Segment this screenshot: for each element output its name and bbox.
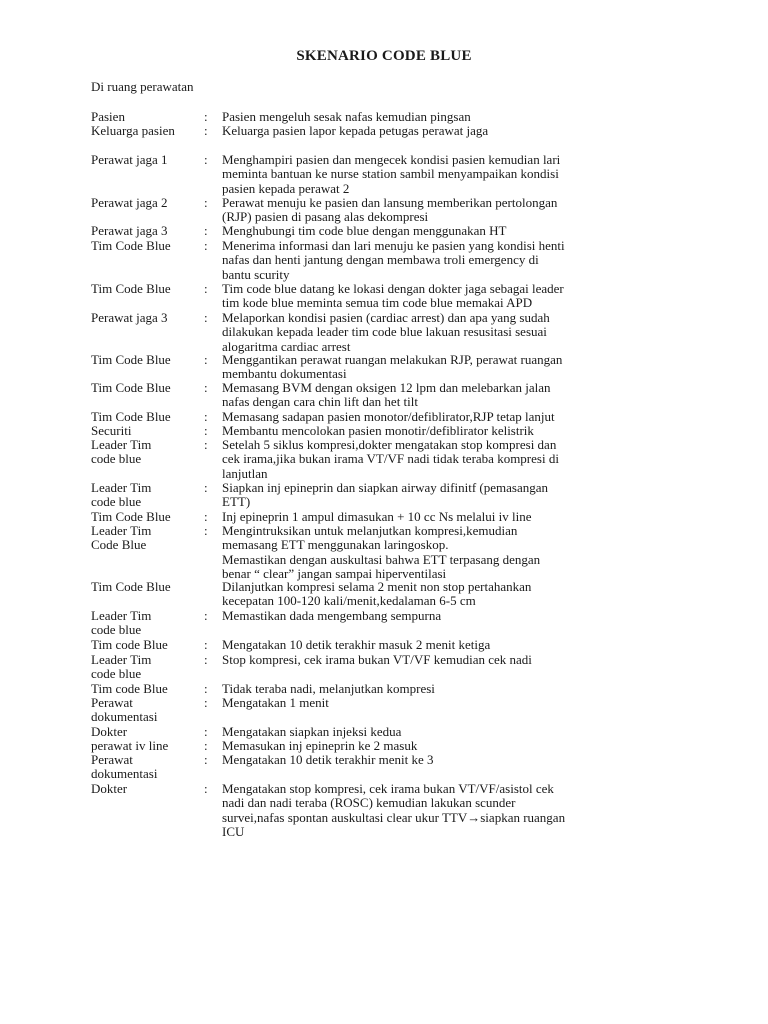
role-line: code blue (91, 666, 142, 682)
role-line: Tim Code Blue (91, 281, 171, 296)
separator-colon: : (204, 523, 208, 538)
action-line: Melaporkan kondisi pasien (cardiac arrest) dan apa yang sudah (222, 310, 550, 325)
action-line: Memastikan dengan auskultasi bahwa ETT terpasang dengan (222, 551, 541, 567)
document-title: SKENARIO CODE BLUE (296, 48, 472, 64)
role-line: Tim Code Blue (91, 352, 171, 367)
separator-colon: : (204, 423, 208, 438)
role-cell (91, 753, 201, 782)
separator-colon: : (204, 652, 208, 667)
action-cell (222, 311, 626, 354)
action-line: Perawat menuju ke pasien dan lansung memberikan pertolongan (222, 195, 558, 210)
role-cell (91, 653, 201, 682)
action-line: pasien kepada perawat 2 (222, 180, 350, 196)
action-cell (222, 438, 626, 481)
separator-colon: : (204, 109, 208, 124)
action-line: Pasien mengeluh sesak nafas kemudian pingsan (222, 109, 471, 124)
action-line: ETT) (222, 494, 251, 510)
role-line: Dokter (91, 724, 128, 739)
role-line: Securiti (91, 423, 132, 438)
action-cell (222, 282, 626, 311)
action-line: bantu scurity (222, 266, 290, 282)
action-line: Mengatakan 10 detik terakhir menit ke 3 (222, 752, 434, 767)
action-cell (222, 782, 626, 840)
role-line: code blue (91, 451, 142, 467)
action-line: lanjutlan (222, 465, 268, 481)
role-cell (91, 782, 201, 796)
action-line: membantu dokumentasi (222, 366, 347, 382)
action-cell (222, 580, 626, 609)
action-line: dilakukan kepada leader tim code blue lakuan resusitasi sesuai (222, 324, 547, 340)
action-line: Mengatakan siapkan injeksi kedua (222, 724, 402, 739)
action-cell (222, 196, 626, 225)
role-cell (91, 524, 201, 553)
action-line: ICU (222, 824, 245, 840)
role-cell (91, 124, 201, 138)
action-line: Tim code blue datang ke lokasi dengan dokter jaga sebagai leader (222, 281, 564, 296)
role-line: Tim code Blue (91, 681, 168, 696)
action-line: Keluarga pasien lapor kepada petugas perawat jaga (222, 123, 489, 138)
action-cell (222, 353, 626, 382)
separator-colon: : (204, 509, 208, 524)
role-line: Leader Tim (91, 480, 152, 495)
separator-colon: : (204, 310, 208, 325)
action-line: Siapkan inj epineprin dan siapkan airway difinitf (pemasangan (222, 480, 548, 495)
action-line: Setelah 5 siklus kompresi,dokter mengatakan stop kompresi dan (222, 437, 557, 452)
action-line: Menggantikan perawat ruangan melakukan RJP, perawat ruangan (222, 352, 563, 367)
role-line: Tim Code Blue (91, 409, 171, 424)
action-line: tim kode blue meminta semua tim code blue memakai APD (222, 295, 533, 311)
separator-colon: : (204, 437, 208, 452)
action-cell (222, 653, 626, 667)
separator-colon: : (204, 123, 208, 138)
action-cell (222, 481, 626, 510)
separator-colon: : (204, 681, 208, 696)
role-line: Perawat jaga 3 (91, 223, 168, 238)
separator-colon: : (204, 724, 208, 739)
action-line: alogaritma cardiac arrest (222, 338, 351, 354)
role-cell (91, 438, 201, 467)
action-cell (222, 153, 626, 196)
action-line: survei,nafas spontan auskultasi clear ukur TTV→siapkan ruangan (222, 809, 566, 825)
action-line: Tidak teraba nadi, melanjutkan kompresi (222, 681, 435, 696)
role-line: dokumentasi (91, 709, 158, 725)
action-cell (222, 224, 626, 238)
role-cell (91, 282, 201, 296)
action-line: nafas dengan cara chin lift dan het tilt (222, 394, 419, 410)
action-line: Menghampiri pasien dan mengecek kondisi pasien kemudian lari (222, 152, 561, 167)
role-cell (91, 311, 201, 325)
separator-colon: : (204, 195, 208, 210)
separator-colon: : (204, 781, 208, 796)
role-cell (91, 224, 201, 238)
role-cell (91, 580, 201, 594)
location-heading: Di ruang perawatan (91, 79, 194, 94)
action-line: kecepatan 100-120 kali/menit,kedalaman 6-5 cm (222, 593, 476, 609)
role-line: Tim Code Blue (91, 509, 171, 524)
separator-colon: : (204, 238, 208, 253)
role-line: perawat iv line (91, 738, 169, 753)
role-cell (91, 196, 201, 210)
action-line: nafas dan henti jantung dengan membawa troli emergency di (222, 252, 539, 268)
role-cell (91, 353, 201, 367)
role-line: Leader Tim (91, 437, 152, 452)
action-line: Memasang BVM dengan oksigen 12 lpm dan melebarkan jalan (222, 380, 551, 395)
role-cell (91, 239, 201, 253)
role-line: Keluarga pasien (91, 123, 175, 138)
action-line: Membantu mencolokan pasien monotir/defiblirator kelistrik (222, 423, 534, 438)
role-line: Leader Tim (91, 652, 152, 667)
separator-colon: : (204, 480, 208, 495)
role-line: code blue (91, 494, 142, 510)
separator-colon: : (204, 752, 208, 767)
role-cell (91, 609, 201, 638)
role-line: Tim Code Blue (91, 579, 171, 594)
role-line: Perawat jaga 2 (91, 195, 168, 210)
action-line: Mengintruksikan untuk melanjutkan kompresi,kemudian (222, 523, 518, 538)
action-line: cek irama,jika bukan irama VT/VF nadi tidak teraba kompresi di (222, 451, 559, 467)
role-line: Pasien (91, 109, 125, 124)
action-line: Inj epineprin 1 ampul dimasukan + 10 cc Ns melalui iv line (222, 509, 532, 524)
separator-colon: : (204, 352, 208, 367)
action-line: Mengatakan stop kompresi, cek irama bukan VT/VF/asistol cek (222, 781, 554, 796)
role-cell (91, 153, 201, 167)
separator-colon: : (204, 738, 208, 753)
role-line: Leader Tim (91, 608, 152, 623)
action-line: Stop kompresi, cek irama bukan VT/VF kemudian cek nadi (222, 652, 532, 667)
role-line: Tim Code Blue (91, 238, 171, 253)
separator-colon: : (204, 380, 208, 395)
action-line: meminta bantuan ke nurse station sambil menyampaikan kondisi (222, 166, 559, 182)
role-line: Tim Code Blue (91, 380, 171, 395)
role-line: Perawat (91, 752, 133, 767)
separator-colon: : (204, 409, 208, 424)
role-cell (91, 638, 201, 652)
action-line: Mengatakan 10 detik terakhir masuk 2 menit ketiga (222, 637, 491, 652)
action-line: Memastikan dada mengembang sempurna (222, 608, 442, 623)
separator-colon: : (204, 695, 208, 710)
role-line: Tim code Blue (91, 637, 168, 652)
action-line: Dilanjutkan kompresi selama 2 menit non stop pertahankan (222, 579, 532, 594)
action-line: nadi dan nadi teraba (ROSC) kemudian lakukan scunder (222, 795, 516, 811)
action-line: Memasang sadapan pasien monotor/defiblirator,RJP tetap lanjut (222, 409, 555, 424)
action-cell (222, 753, 626, 767)
action-cell (222, 609, 626, 623)
action-cell (222, 124, 626, 138)
action-line: memasang ETT menggunakan laringoskop. (222, 537, 449, 553)
action-cell (222, 524, 626, 582)
role-cell (91, 381, 201, 395)
role-line: Code Blue (91, 537, 147, 553)
role-line: dokumentasi (91, 766, 158, 782)
action-line: Menghubungi tim code blue dengan menggunakan HT (222, 223, 507, 238)
role-line: Perawat (91, 695, 133, 710)
action-cell (222, 239, 626, 282)
role-line: Dokter (91, 781, 128, 796)
role-cell (91, 481, 201, 510)
action-line: benar “ clear” jangan sampai hiperventilasi (222, 566, 447, 582)
separator-colon: : (204, 637, 208, 652)
action-line: Memasukan inj epineprin ke 2 masuk (222, 738, 418, 753)
action-line: Mengatakan 1 menit (222, 695, 329, 710)
role-line: Perawat jaga 3 (91, 310, 168, 325)
separator-colon: : (204, 152, 208, 167)
separator-colon: : (204, 281, 208, 296)
role-line: Leader Tim (91, 523, 152, 538)
role-cell (91, 696, 201, 725)
action-cell (222, 696, 626, 710)
action-cell (222, 381, 626, 410)
action-cell (222, 638, 626, 652)
separator-colon: : (204, 608, 208, 623)
separator-colon: : (204, 223, 208, 238)
role-line: code blue (91, 622, 142, 638)
action-line: (RJP) pasien di pasang alas dekompresi (222, 209, 429, 225)
action-line: Menerima informasi dan lari menuju ke pasien yang kondisi henti (222, 238, 565, 253)
role-line: Perawat jaga 1 (91, 152, 168, 167)
